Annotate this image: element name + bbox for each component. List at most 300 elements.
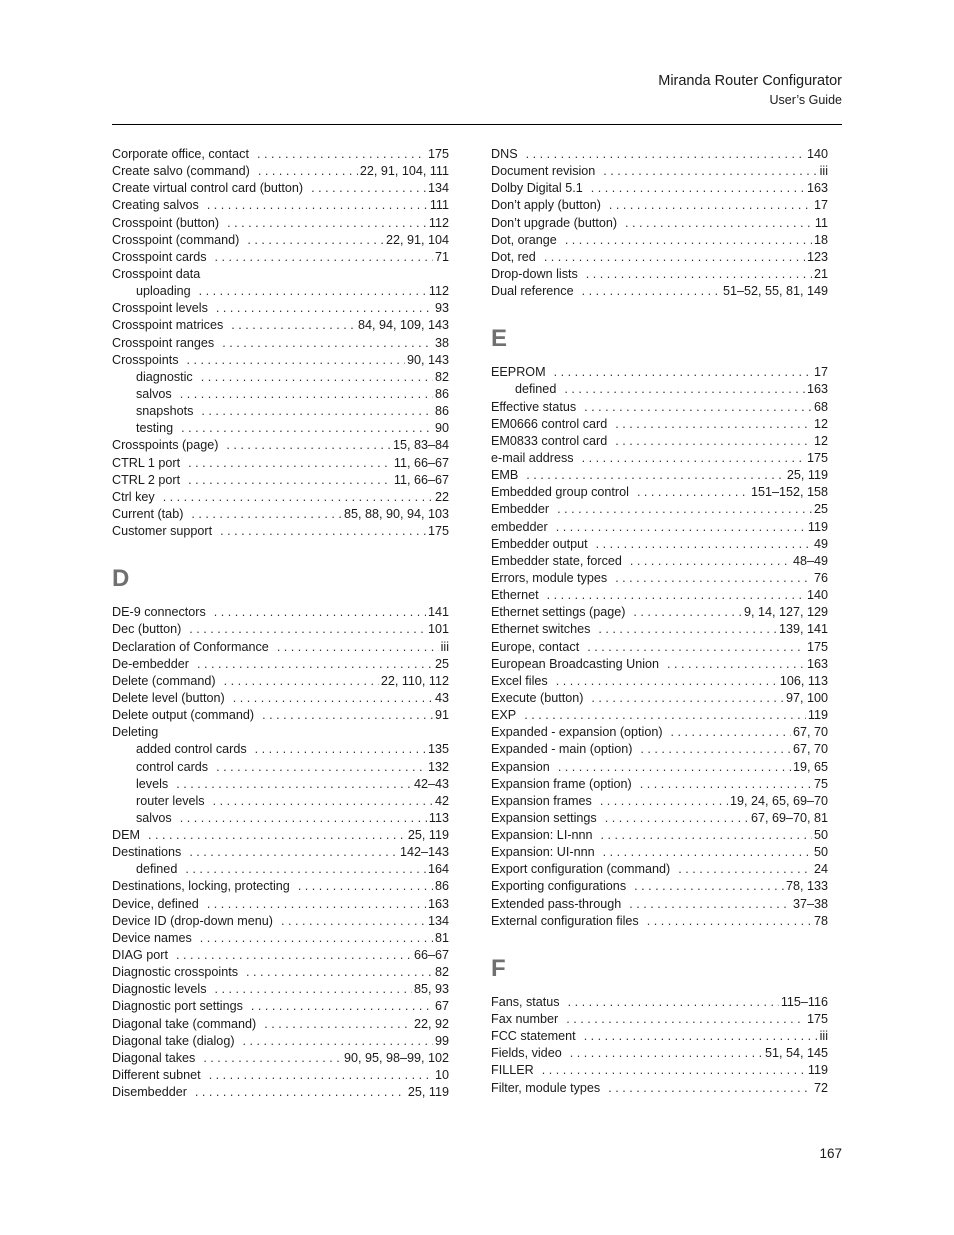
index-term: DEM	[112, 828, 140, 843]
dot-leader	[608, 1080, 812, 1097]
index-term: Delete output (command)	[112, 708, 255, 723]
index-term: Crosspoints	[112, 352, 179, 367]
index-term: Expansion settings	[491, 810, 597, 825]
dot-leader	[264, 1016, 412, 1033]
index-term: DE-9 connectors	[112, 605, 206, 620]
index-term: salvos	[136, 810, 172, 825]
index-term: FCC statement	[491, 1029, 576, 1044]
dot-leader	[195, 1084, 406, 1101]
index-page-refs: 82	[434, 965, 449, 980]
index-entry	[112, 352, 449, 369]
index-page-refs: 91	[434, 708, 449, 723]
document-subtitle: User’s Guide	[769, 93, 842, 107]
dot-leader	[526, 146, 805, 163]
index-page-refs: 19, 24, 65, 69–70	[729, 793, 828, 808]
index-entry	[491, 639, 828, 656]
index-entry	[112, 981, 449, 998]
index-page-refs: 43	[434, 690, 449, 705]
index-term: Ethernet settings (page)	[491, 605, 626, 620]
index-entry	[112, 827, 449, 844]
index-entry	[112, 1067, 449, 1084]
index-entry	[491, 759, 828, 776]
dot-leader	[603, 163, 817, 180]
index-entry	[112, 489, 449, 506]
index-entry	[491, 810, 828, 827]
index-page-refs: 25	[813, 502, 828, 517]
dot-leader	[554, 364, 812, 381]
index-page-refs: 76	[813, 570, 828, 585]
index-term: levels	[136, 776, 169, 791]
index-entry	[491, 690, 828, 707]
index-term: Ethernet switches	[491, 622, 591, 637]
index-entry	[491, 587, 828, 604]
dot-leader	[176, 947, 412, 964]
index-term: Dec (button)	[112, 622, 182, 637]
index-term: Device, defined	[112, 896, 199, 911]
index-entry	[491, 467, 828, 484]
index-term: EMB	[491, 468, 519, 483]
index-page-refs: 25, 119	[786, 468, 828, 483]
index-term: Errors, module types	[491, 570, 608, 585]
index-term: control cards	[136, 759, 209, 774]
index-term: Don’t upgrade (button)	[491, 215, 618, 230]
index-term: Fax number	[491, 1012, 559, 1027]
index-page-refs: 42	[434, 793, 449, 808]
index-page-refs: 85, 88, 90, 94, 103	[343, 506, 449, 521]
index-page-refs: 119	[807, 1063, 828, 1078]
index-section-letter: D	[112, 565, 130, 593]
index-page-refs: 37–38	[792, 896, 828, 911]
document-title: Miranda Router Configurator	[658, 73, 842, 89]
index-term: Diagnostic crosspoints	[112, 965, 238, 980]
index-page-refs: 113	[428, 810, 449, 825]
index-term: Crosspoint (command)	[112, 232, 240, 247]
index-term: Crosspoint levels	[112, 301, 208, 316]
index-term: Diagnostic port settings	[112, 999, 243, 1014]
index-entry	[491, 536, 828, 553]
index-page-refs: 72	[813, 1080, 828, 1095]
index-term: added control cards	[136, 742, 247, 757]
index-page-refs: 22, 92	[413, 1016, 449, 1031]
index-page-refs: 111	[429, 198, 449, 213]
index-term: testing	[136, 421, 174, 436]
dot-leader	[233, 690, 433, 707]
dot-leader	[224, 673, 379, 690]
dot-leader	[640, 741, 791, 758]
index-term: Creating salvos	[112, 198, 199, 213]
index-page-refs: 132	[427, 759, 449, 774]
index-page-refs: 99	[434, 1033, 449, 1048]
index-section-letter: E	[491, 325, 508, 353]
index-entry	[491, 215, 828, 232]
index-entry	[491, 673, 828, 690]
index-term: uploading	[136, 284, 191, 299]
dot-leader	[257, 146, 426, 163]
index-page-refs: 68	[813, 399, 828, 414]
index-subentry	[491, 381, 828, 398]
dot-leader	[311, 180, 426, 197]
index-page-refs: 19, 65	[792, 759, 828, 774]
index-page-refs: 135	[427, 742, 449, 757]
index-page-refs: 48–49	[792, 553, 828, 568]
dot-leader	[163, 489, 433, 506]
index-page-refs: 11, 66–67	[393, 472, 449, 487]
index-page-refs: 139, 141	[778, 622, 828, 637]
index-page-refs: 163	[806, 382, 828, 397]
dot-leader	[222, 335, 433, 352]
index-entry	[491, 793, 828, 810]
dot-leader	[598, 621, 777, 638]
index-page-refs: 51, 54, 145	[764, 1046, 828, 1061]
index-entry	[491, 724, 828, 741]
dot-leader	[591, 180, 805, 197]
index-page-refs: 82	[434, 369, 449, 384]
index-page-refs: 175	[806, 1012, 828, 1027]
index-entry	[491, 501, 828, 518]
index-term: Extended pass-through	[491, 896, 622, 911]
index-term: Europe, contact	[491, 639, 580, 654]
dot-leader	[213, 793, 433, 810]
index-entry	[112, 300, 449, 317]
dot-leader	[180, 386, 433, 403]
index-entry	[491, 844, 828, 861]
index-page-refs: 141	[427, 605, 449, 620]
dot-leader	[609, 197, 812, 214]
index-term: Embedder	[491, 502, 550, 517]
index-page-refs: 134	[427, 181, 449, 196]
index-entry	[112, 455, 449, 472]
dot-leader	[603, 844, 812, 861]
index-entry	[491, 232, 828, 249]
dot-leader	[207, 896, 426, 913]
index-term: salvos	[136, 386, 172, 401]
index-entry	[491, 416, 828, 433]
index-entry	[112, 690, 449, 707]
index-page-refs: 84, 94, 109, 143	[357, 318, 449, 333]
index-term: Delete level (button)	[112, 690, 225, 705]
index-page-refs: 81	[434, 930, 449, 945]
index-page-refs: 71	[434, 249, 449, 264]
index-entry	[491, 896, 828, 913]
index-page-refs: iii	[819, 1029, 828, 1044]
index-page-refs: 17	[813, 365, 828, 380]
dot-leader	[181, 420, 433, 437]
index-term: Disembedder	[112, 1085, 187, 1100]
index-entry	[491, 249, 828, 266]
index-column-right	[491, 146, 828, 1097]
index-term: Expanded - expansion (option)	[491, 725, 663, 740]
index-entry	[491, 1062, 828, 1079]
index-page-refs: 21	[813, 266, 828, 281]
index-entry	[491, 994, 828, 1011]
index-page-refs: 50	[813, 828, 828, 843]
index-entry	[491, 1080, 828, 1097]
dot-leader	[524, 707, 806, 724]
dot-leader	[615, 433, 812, 450]
dot-leader	[615, 416, 812, 433]
dot-leader	[197, 656, 433, 673]
index-page-refs: 86	[434, 879, 449, 894]
index-term: EM0666 control card	[491, 416, 608, 431]
index-term: diagnostic	[136, 369, 193, 384]
index-entry	[491, 484, 828, 501]
index-term: Expansion: LI-nnn	[491, 828, 593, 843]
index-subentry	[112, 369, 449, 386]
dot-leader	[247, 232, 384, 249]
dot-leader	[215, 249, 433, 266]
index-term: FILLER	[491, 1063, 534, 1078]
dot-leader	[200, 930, 433, 947]
dot-leader	[584, 1028, 818, 1045]
index-term: Expansion	[491, 759, 550, 774]
index-entry	[112, 1016, 449, 1033]
index-page-refs: 86	[434, 386, 449, 401]
index-subentry	[112, 810, 449, 827]
index-page-refs: 142–143	[399, 845, 449, 860]
index-page-refs: 66–67	[413, 948, 449, 963]
dot-leader	[625, 215, 813, 232]
header-rule	[112, 124, 842, 125]
index-page-refs: 97, 100	[785, 690, 828, 705]
index-term: Deleting	[112, 725, 159, 740]
dot-leader	[630, 553, 791, 570]
index-entry	[112, 947, 449, 964]
index-term: Fans, status	[491, 994, 560, 1009]
index-term: Crosspoint (button)	[112, 215, 220, 230]
index-page-refs: 78	[813, 913, 828, 928]
index-entry	[491, 197, 828, 214]
dot-leader	[246, 964, 433, 981]
dot-leader	[189, 621, 426, 638]
index-term: Delete (command)	[112, 673, 216, 688]
index-entry	[491, 266, 828, 283]
index-term: Expansion: UI-nnn	[491, 845, 595, 860]
index-page-refs: iii	[440, 639, 449, 654]
dot-leader	[582, 450, 805, 467]
index-page-refs: 163	[806, 656, 828, 671]
dot-leader	[601, 827, 812, 844]
index-page-refs: 151–152, 158	[750, 485, 828, 500]
index-term: CTRL 2 port	[112, 472, 181, 487]
index-term: CTRL 1 port	[112, 455, 181, 470]
index-page-refs: 67, 69–70, 81	[750, 810, 828, 825]
dot-leader	[558, 759, 791, 776]
index-term: Crosspoint matrices	[112, 318, 224, 333]
dot-leader	[633, 604, 742, 621]
index-entry	[491, 283, 828, 300]
index-entry	[491, 519, 828, 536]
index-page-refs: 175	[806, 450, 828, 465]
dot-leader	[671, 724, 791, 741]
index-entry	[112, 878, 449, 895]
index-entry	[491, 399, 828, 416]
dot-leader	[565, 232, 812, 249]
index-term: defined	[136, 862, 178, 877]
index-entry	[112, 1084, 449, 1101]
index-term: DNS	[491, 147, 518, 161]
index-page-refs: 50	[813, 845, 828, 860]
index-entry	[112, 437, 449, 454]
dot-leader	[231, 317, 356, 334]
dot-leader	[596, 536, 812, 553]
index-term: Crosspoint ranges	[112, 335, 215, 350]
index-entry	[112, 930, 449, 947]
dot-leader	[187, 352, 405, 369]
index-entry	[112, 639, 449, 656]
index-term: router levels	[136, 793, 205, 808]
index-term: Execute (button)	[491, 690, 584, 705]
index-entry	[491, 180, 828, 197]
index-page-refs: 163	[806, 181, 828, 196]
dot-leader	[191, 506, 342, 523]
index-entry	[112, 1033, 449, 1050]
index-page-refs: 24	[813, 862, 828, 877]
index-term: Customer support	[112, 524, 213, 539]
index-page-refs: 38	[434, 335, 449, 350]
index-entry	[112, 844, 449, 861]
index-page-refs: 140	[806, 147, 828, 161]
dot-leader	[678, 861, 812, 878]
dot-leader	[251, 998, 433, 1015]
index-entry	[112, 146, 449, 163]
dot-leader	[582, 283, 721, 300]
index-term: Expansion frame (option)	[491, 776, 632, 791]
index-term: Diagnostic levels	[112, 982, 207, 997]
dot-leader	[258, 163, 358, 180]
index-entry	[112, 335, 449, 352]
index-entry	[112, 180, 449, 197]
dot-leader	[600, 793, 728, 810]
index-page-refs: 75	[813, 776, 828, 791]
index-page-refs: 25	[434, 656, 449, 671]
dot-leader	[176, 776, 412, 793]
index-term: defined	[515, 382, 557, 397]
index-subentry	[112, 759, 449, 776]
index-page-refs: 22, 91, 104	[385, 232, 449, 247]
dot-leader	[542, 1062, 806, 1079]
dot-leader	[203, 1050, 342, 1067]
index-entry	[112, 913, 449, 930]
index-entry	[112, 621, 449, 638]
index-subentry	[112, 403, 449, 420]
index-term: Corporate office, contact	[112, 147, 249, 161]
index-term: Don’t apply (button)	[491, 198, 601, 213]
index-page-refs: 115–116	[780, 994, 828, 1009]
dot-leader	[564, 381, 805, 398]
index-page-refs: 11	[814, 215, 828, 230]
dot-leader	[615, 570, 812, 587]
dot-leader	[557, 501, 812, 518]
index-page-refs: 86	[434, 404, 449, 419]
index-subentry	[112, 420, 449, 437]
index-term: Dolby Digital 5.1	[491, 181, 583, 196]
index-term: embedder	[491, 519, 548, 534]
index-page-refs: 119	[807, 519, 828, 534]
dot-leader	[277, 639, 439, 656]
index-page-refs: 10	[434, 1068, 449, 1083]
index-term: Diagonal take (dialog)	[112, 1033, 235, 1048]
dot-leader	[298, 878, 433, 895]
dot-leader	[570, 1045, 763, 1062]
index-subentry	[112, 793, 449, 810]
dot-leader	[262, 707, 433, 724]
dot-leader	[180, 810, 427, 827]
index-page-refs: 163	[427, 896, 449, 911]
index-entry	[112, 472, 449, 489]
dot-leader	[591, 690, 784, 707]
dot-leader	[547, 587, 805, 604]
dot-leader	[207, 197, 428, 214]
index-page-refs: 11, 66–67	[393, 455, 449, 470]
index-page-refs: 85, 93	[413, 982, 449, 997]
index-page-refs: 25, 119	[407, 1085, 449, 1100]
index-page-refs: 175	[427, 524, 449, 539]
index-term: External configuration files	[491, 913, 639, 928]
dot-leader	[189, 844, 398, 861]
index-page-refs: 67, 70	[792, 725, 828, 740]
dot-leader	[214, 604, 426, 621]
dot-leader	[637, 484, 749, 501]
index-page-refs: 93	[434, 301, 449, 316]
dot-leader	[544, 249, 805, 266]
index-page-refs: 18	[813, 232, 828, 247]
index-entry	[112, 656, 449, 673]
index-entry	[491, 913, 828, 930]
index-entry	[112, 232, 449, 249]
index-page-refs: 15, 83–84	[392, 438, 449, 453]
index-term: Device names	[112, 930, 192, 945]
index-term: Declaration of Conformance	[112, 639, 269, 654]
index-term: Dual reference	[491, 284, 574, 299]
index-entry	[112, 964, 449, 981]
index-heading-entry	[112, 724, 449, 741]
index-column-left	[112, 146, 449, 1101]
index-term: Crosspoint cards	[112, 249, 207, 264]
index-entry	[491, 146, 828, 163]
index-term: Crosspoints (page)	[112, 438, 219, 453]
dot-leader	[227, 215, 427, 232]
index-term: Create salvo (command)	[112, 164, 250, 179]
index-page-refs: 106, 113	[779, 673, 828, 688]
index-entry	[491, 1028, 828, 1045]
index-term: DIAG port	[112, 948, 168, 963]
index-term: European Broadcasting Union	[491, 656, 660, 671]
index-term: De-embedder	[112, 656, 190, 671]
index-term: Exporting configurations	[491, 879, 627, 894]
index-term: EXP	[491, 708, 517, 723]
dot-leader	[201, 369, 433, 386]
index-term: Ethernet	[491, 588, 539, 603]
index-term: Crosspoint data	[112, 266, 201, 281]
index-entry	[112, 1050, 449, 1067]
dot-leader	[255, 741, 426, 758]
index-entry	[491, 604, 828, 621]
dot-leader	[188, 472, 392, 489]
index-page-refs: 17	[813, 198, 828, 213]
index-term: Embedded group control	[491, 485, 629, 500]
index-subentry	[112, 386, 449, 403]
index-term: Embedder output	[491, 536, 588, 551]
index-term: Export configuration (command)	[491, 862, 671, 877]
dot-leader	[647, 913, 812, 930]
index-page-refs: 22, 91, 104, 111	[359, 164, 449, 179]
dot-leader	[209, 1067, 433, 1084]
index-entry	[491, 707, 828, 724]
index-term: snapshots	[136, 404, 194, 419]
dot-leader	[640, 776, 812, 793]
dot-leader	[566, 1011, 805, 1028]
dot-leader	[199, 283, 427, 300]
